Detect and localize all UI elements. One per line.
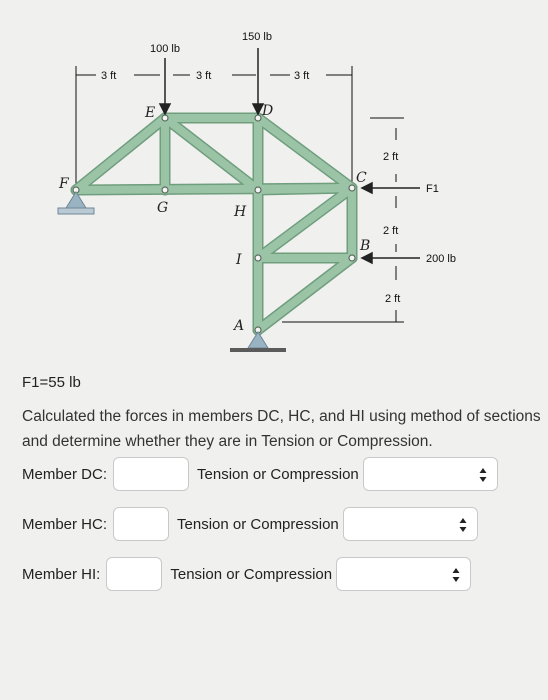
dim-h1: 3 ft bbox=[101, 70, 117, 82]
updown-icon bbox=[479, 467, 487, 483]
node-f-label: F bbox=[59, 176, 69, 192]
row-dc bbox=[22, 457, 498, 491]
member-EH bbox=[165, 118, 258, 190]
node-h-label: H bbox=[234, 204, 247, 220]
tc-hc-label: Tension or Compression bbox=[177, 515, 339, 533]
force-f1-label: F1 bbox=[426, 183, 439, 195]
load-side-label: 200 lb bbox=[426, 253, 456, 265]
member-hc-input[interactable] bbox=[113, 507, 169, 541]
node-g-label: G bbox=[157, 200, 169, 216]
tc-dc-select[interactable] bbox=[363, 457, 498, 491]
node-c-label: C bbox=[356, 170, 367, 186]
member-FE bbox=[76, 118, 165, 190]
dim-v2: 2 ft bbox=[383, 225, 399, 237]
member-AB bbox=[258, 258, 352, 330]
dim-h2: 3 ft bbox=[196, 70, 212, 82]
node-d-label: D bbox=[262, 103, 274, 119]
tc-dc-label: Tension or Compression bbox=[197, 465, 359, 483]
tc-hi-label: Tension or Compression bbox=[170, 565, 333, 583]
members-outline bbox=[76, 118, 352, 330]
node-i-label: I bbox=[236, 252, 242, 268]
member-IC bbox=[258, 188, 352, 258]
updown-icon bbox=[452, 567, 460, 583]
given-force: F1=55 lb bbox=[22, 374, 81, 391]
dim-v3: 2 ft bbox=[385, 293, 401, 305]
question-text: Calculated the forces in members DC, HC, and HI using method of sections and determine whether they are in Tension or Compression. bbox=[22, 408, 541, 450]
member-HC bbox=[258, 188, 352, 190]
row-hi bbox=[22, 557, 471, 591]
node-e-label: E bbox=[145, 105, 156, 121]
updown-icon bbox=[459, 517, 467, 533]
dim-h3: 3 ft bbox=[294, 70, 310, 82]
member-dc-input[interactable] bbox=[113, 457, 189, 491]
tc-hc-select[interactable] bbox=[343, 507, 478, 541]
tc-hi-select[interactable] bbox=[336, 557, 471, 591]
load-right-label: 150 lb bbox=[242, 31, 272, 43]
member-hi-label: Member HI: bbox=[22, 565, 101, 583]
dim-v1: 2 ft bbox=[383, 151, 399, 163]
support-a bbox=[230, 332, 286, 352]
row-hc bbox=[22, 507, 478, 541]
member-dc-label: Member DC: bbox=[22, 465, 108, 483]
node-b-label: B bbox=[360, 238, 371, 254]
member-DC bbox=[258, 118, 352, 188]
member-hi-input[interactable] bbox=[106, 557, 162, 591]
load-left-label: 100 lb bbox=[150, 43, 180, 55]
member-hc-label: Member HC: bbox=[22, 515, 108, 533]
node-a-label: A bbox=[234, 318, 245, 334]
